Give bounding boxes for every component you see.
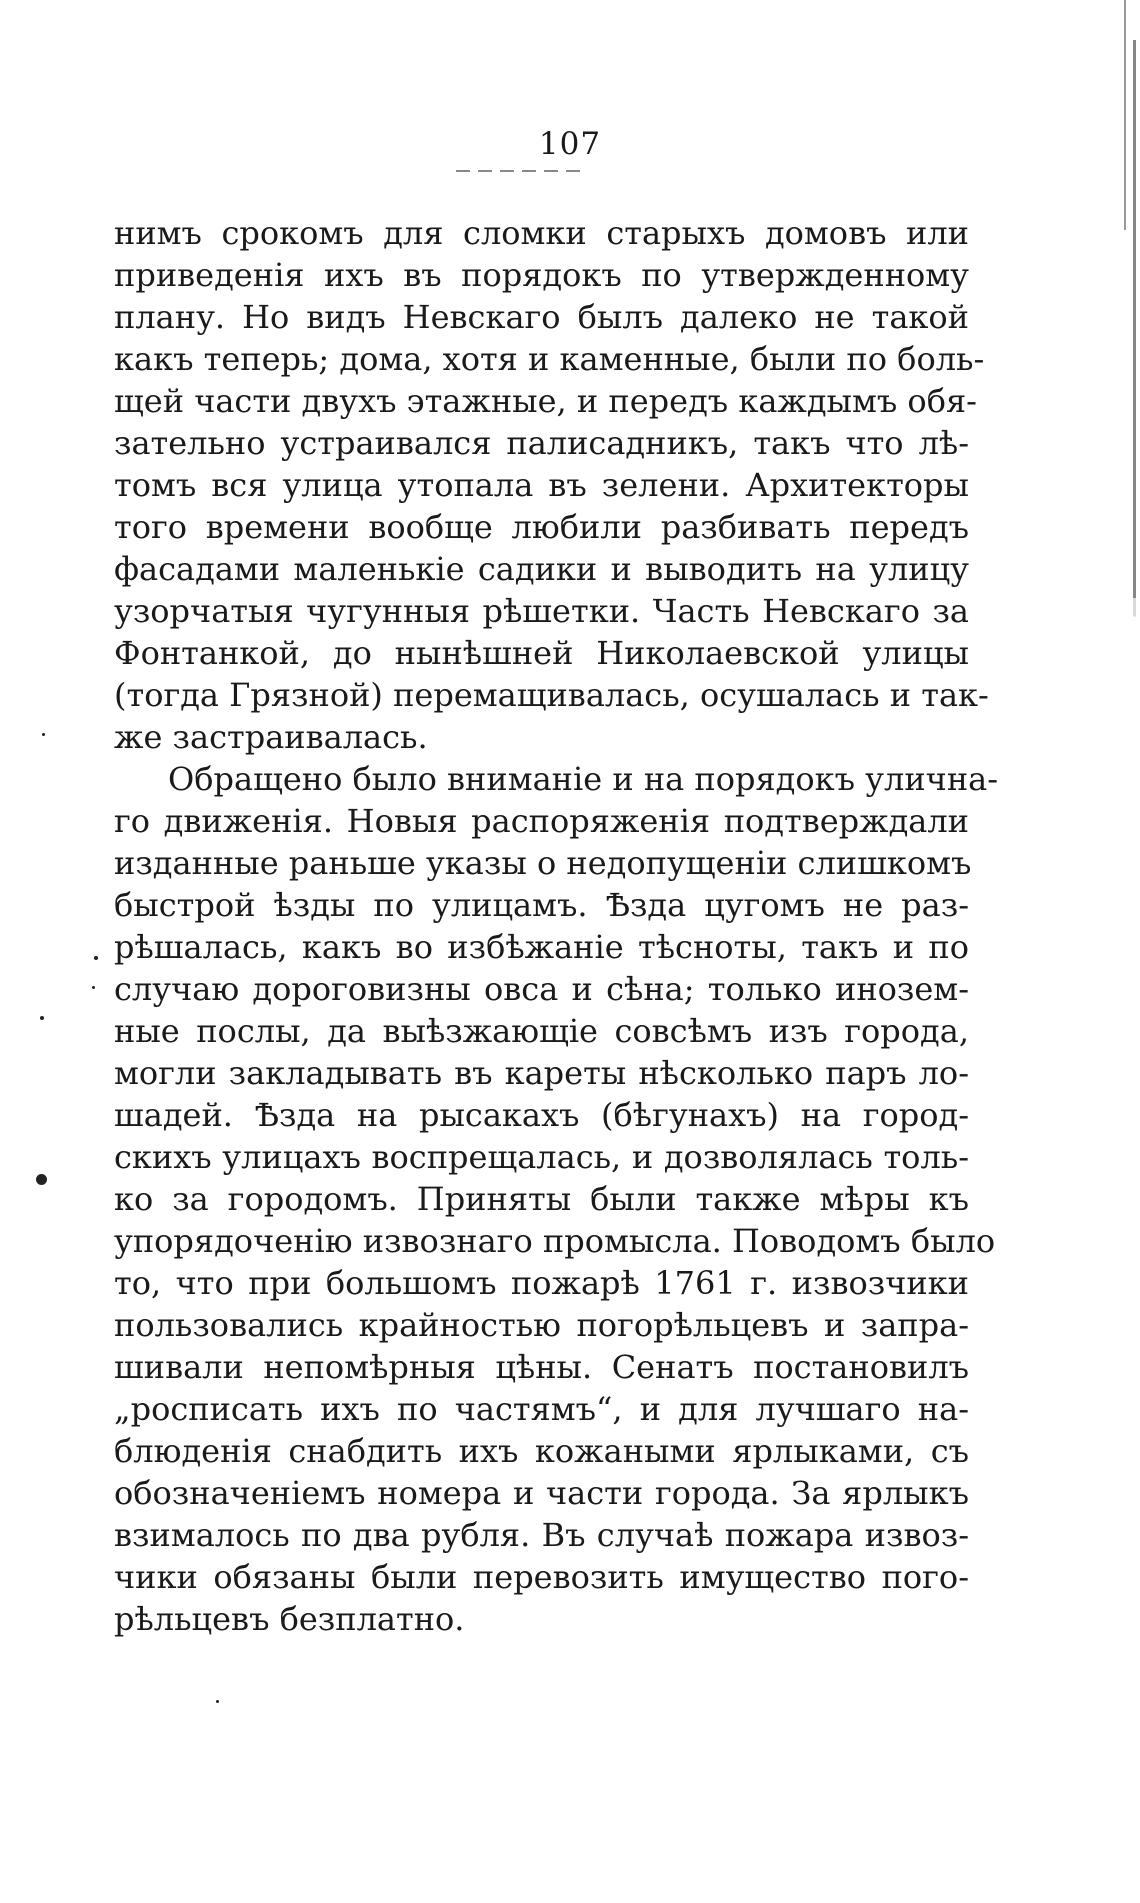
- text-line: рѣшалась, какъ во избѣжаніе тѣсноты, такъ и по: [114, 928, 969, 966]
- text-line: шадей. Ѣзда на рысакахъ (бѣгунахъ) на город-: [114, 1096, 969, 1134]
- text-line: Обращено было вниманіе и на порядокъ улична-: [168, 760, 999, 798]
- text-line: зательно устраивался палисадникъ, такъ что лѣ-: [114, 424, 969, 462]
- body-text: [114, 212, 999, 1640]
- text-line: Фонтанкой, до нынѣшней Николаевской улицы: [114, 634, 969, 672]
- text-line: шивали непомѣрныя цѣны. Сенатъ постановилъ: [114, 1348, 969, 1386]
- text-line: ко за городомъ. Приняты были также мѣры къ: [114, 1180, 969, 1218]
- text-line: приведенія ихъ въ порядокъ по утвержденному: [114, 256, 969, 294]
- page-number: 107: [538, 126, 602, 162]
- page-edge-line: [1124, 0, 1126, 230]
- ink-speck: [42, 733, 45, 736]
- text-line: томъ вся улица утопала въ зелени. Архитекторы: [114, 466, 969, 504]
- text-line: плану. Но видъ Невскаго былъ далеко не такой: [114, 298, 969, 336]
- text-line: то, что при большомъ пожарѣ 1761 г. извозчики: [114, 1264, 969, 1302]
- text-line: „росписать ихъ по частямъ“, и для лучшаго на-: [114, 1390, 969, 1428]
- text-line: упорядоченію извознаго промысла. Поводомъ было: [114, 1222, 996, 1260]
- text-line: того времени вообще любили разбивать передъ: [114, 508, 969, 546]
- paragraph-1: [114, 212, 989, 758]
- text-line: скихъ улицахъ воспрещалась, и дозволялась толь-: [114, 1138, 969, 1176]
- text-line: узорчатыя чугунныя рѣшетки. Часть Невскаго за: [114, 592, 969, 630]
- text-line: обозначеніемъ номера и части города. За ярлыкъ: [114, 1474, 969, 1512]
- text-line: же застраивалась.: [114, 718, 428, 756]
- ink-speck: [40, 1016, 44, 1020]
- text-line: блюденія снабдить ихъ кожаными ярлыками, съ: [114, 1432, 969, 1470]
- text-line: (тогда Грязной) перемащивалась, осушалась и так-: [114, 676, 989, 714]
- text-line: могли закладывать въ кареты нѣсколько паръ ло-: [114, 1054, 969, 1092]
- ink-speck: [94, 956, 98, 960]
- ink-speck: [36, 1174, 47, 1185]
- text-line: пользовались крайностью погорѣльцевъ и запра-: [114, 1306, 969, 1344]
- header-rule: [456, 170, 588, 172]
- text-line: фасадами маленькіе садики и выводить на улицу: [114, 550, 969, 588]
- text-line: го движенія. Новыя распоряженія подтверждали: [114, 802, 969, 840]
- ink-speck: [216, 1700, 219, 1703]
- text-line: рѣльцевъ безплатно.: [114, 1600, 465, 1638]
- text-line: взималось по два рубля. Въ случаѣ пожара извоз-: [114, 1516, 969, 1554]
- text-line: ные послы, да выѣзжающіе совсѣмъ изъ города,: [114, 1012, 969, 1050]
- page-edge-shadow: [1133, 40, 1136, 1900]
- paragraph-2: [114, 758, 999, 1640]
- text-line: изданные раньше указы о недопущеніи слишкомъ: [114, 844, 972, 882]
- text-line: случаю дороговизны овса и сѣна; только инозем-: [114, 970, 969, 1008]
- text-line: нимъ срокомъ для сломки старыхъ домовъ или: [114, 214, 969, 252]
- text-line: какъ теперь; дома, хотя и каменные, были по боль-: [114, 340, 985, 378]
- text-line: чики обязаны были перевозить имущество пого-: [114, 1558, 969, 1596]
- text-line: быстрой ѣзды по улицамъ. Ѣзда цугомъ не раз-: [114, 886, 969, 924]
- text-line: щей части двухъ этажные, и передъ каждымъ обя-: [114, 382, 977, 420]
- ink-speck: [92, 986, 95, 989]
